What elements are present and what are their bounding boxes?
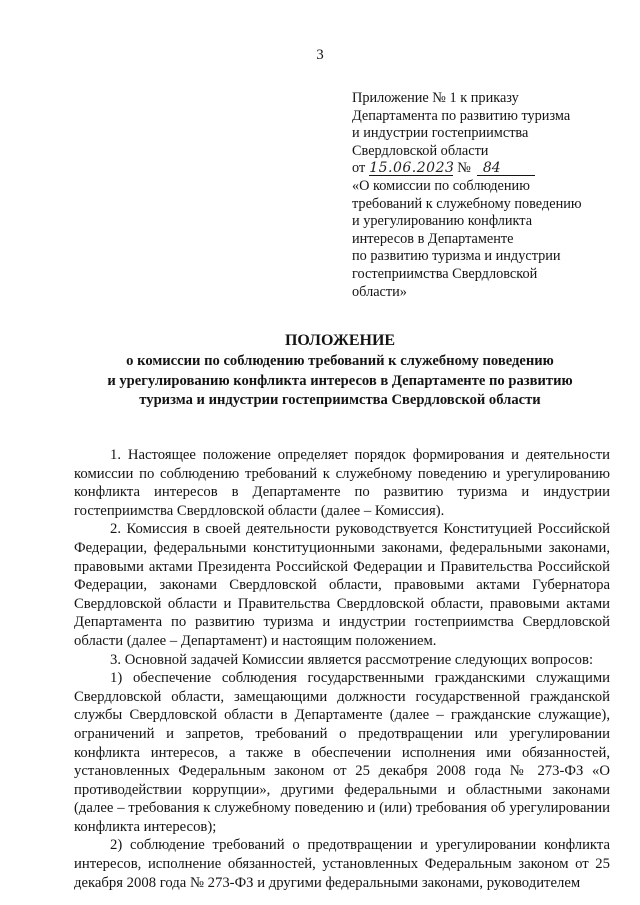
order-title-line: гостеприимства Свердловской	[352, 265, 538, 282]
document-subtitle-line: о комиссии по соблюдению требований к служебному поведению	[126, 353, 554, 369]
appendix-line: Департамента по развитию туризма	[352, 107, 571, 124]
document-heading	[70, 330, 610, 411]
document-subtitle-line: и урегулированию конфликта интересов в Департаменте по развитию	[107, 372, 573, 389]
order-title-line: области»	[352, 283, 407, 300]
body-paragraph: 1) обеспечение соблюдения государственными гражданскими служащими Свердловской области, замещающими должности государственной гражданской службы Свердловской области в Департаменте (далее – гражданские служащие), ограничений и запретов, требований о предотвращении или урегулировании конфликта интересов, а также в обеспечении исполнения ими обязанностей, установленных Федеральным законом от 25 декабря 2008 года № 273-ФЗ «О противодействии коррупции», другими федеральными и областными законами (далее – требования к служебному поведению и (или) требования об урегулировании конфликта интересов);	[74, 670, 610, 835]
document-subtitle-line: туризма и индустрии гостеприимства Свердловской области	[139, 392, 541, 408]
document-body	[74, 446, 610, 892]
document-title: ПОЛОЖЕНИЕ	[284, 332, 396, 349]
handwritten-date: 15.06.2023	[369, 160, 455, 177]
date-prefix: от	[352, 160, 366, 177]
body-paragraph: 1. Настоящее положение определяет порядок формирования и деятельности комиссии по соблюдению требований к служебному поведению и урегулированию конфликта интересов в Департаменте по развитию туризма и индустрии гостеприимства Свердловской области (далее – Комиссия).	[74, 447, 610, 519]
body-paragraph: 2) соблюдение требований о предотвращении и урегулировании конфликта интересов, исполнение обязанностей, установленных Федеральным законом от 25 декабря 2008 года № 273-ФЗ и другими федеральными законами, руководителем	[74, 837, 610, 891]
order-title-line: и урегулированию конфликта	[352, 213, 533, 230]
body-paragraph: 2. Комиссия в своей деятельности руководствуется Конституцией Российской Федерации, федеральными конституционными законами, федеральными законами, правовыми актами Президента Российской Федерации и Правительства Российской Федерации, законами Свердловской области, правовыми актами Губернатора Свердловской области и Правительства Свердловской области, правовыми актами Департамента по развитию туризма и индустрии гостеприимства Свердловской области (далее – Департамент) и настоящим положением.	[74, 521, 610, 649]
order-title-line: «О комиссии по соблюдению	[352, 177, 530, 194]
appendix-line: Приложение № 1 к приказу	[352, 90, 519, 106]
order-title-line: интересов в Департаменте	[352, 230, 514, 247]
handwritten-number: 84	[477, 161, 535, 176]
body-paragraph: 3. Основной задачей Комиссии является рассмотрение следующих вопросов:	[110, 651, 594, 668]
appendix-line: и индустрии гостеприимства	[352, 125, 529, 142]
number-label: №	[457, 160, 471, 177]
order-date-number-line	[352, 160, 614, 178]
order-title-line: по развитию туризма и индустрии	[352, 248, 561, 265]
page-number: 3	[316, 47, 324, 63]
appendix-header	[352, 90, 614, 301]
order-title-line: требований к служебному поведению	[352, 195, 582, 212]
appendix-line: Свердловской области	[352, 142, 489, 159]
